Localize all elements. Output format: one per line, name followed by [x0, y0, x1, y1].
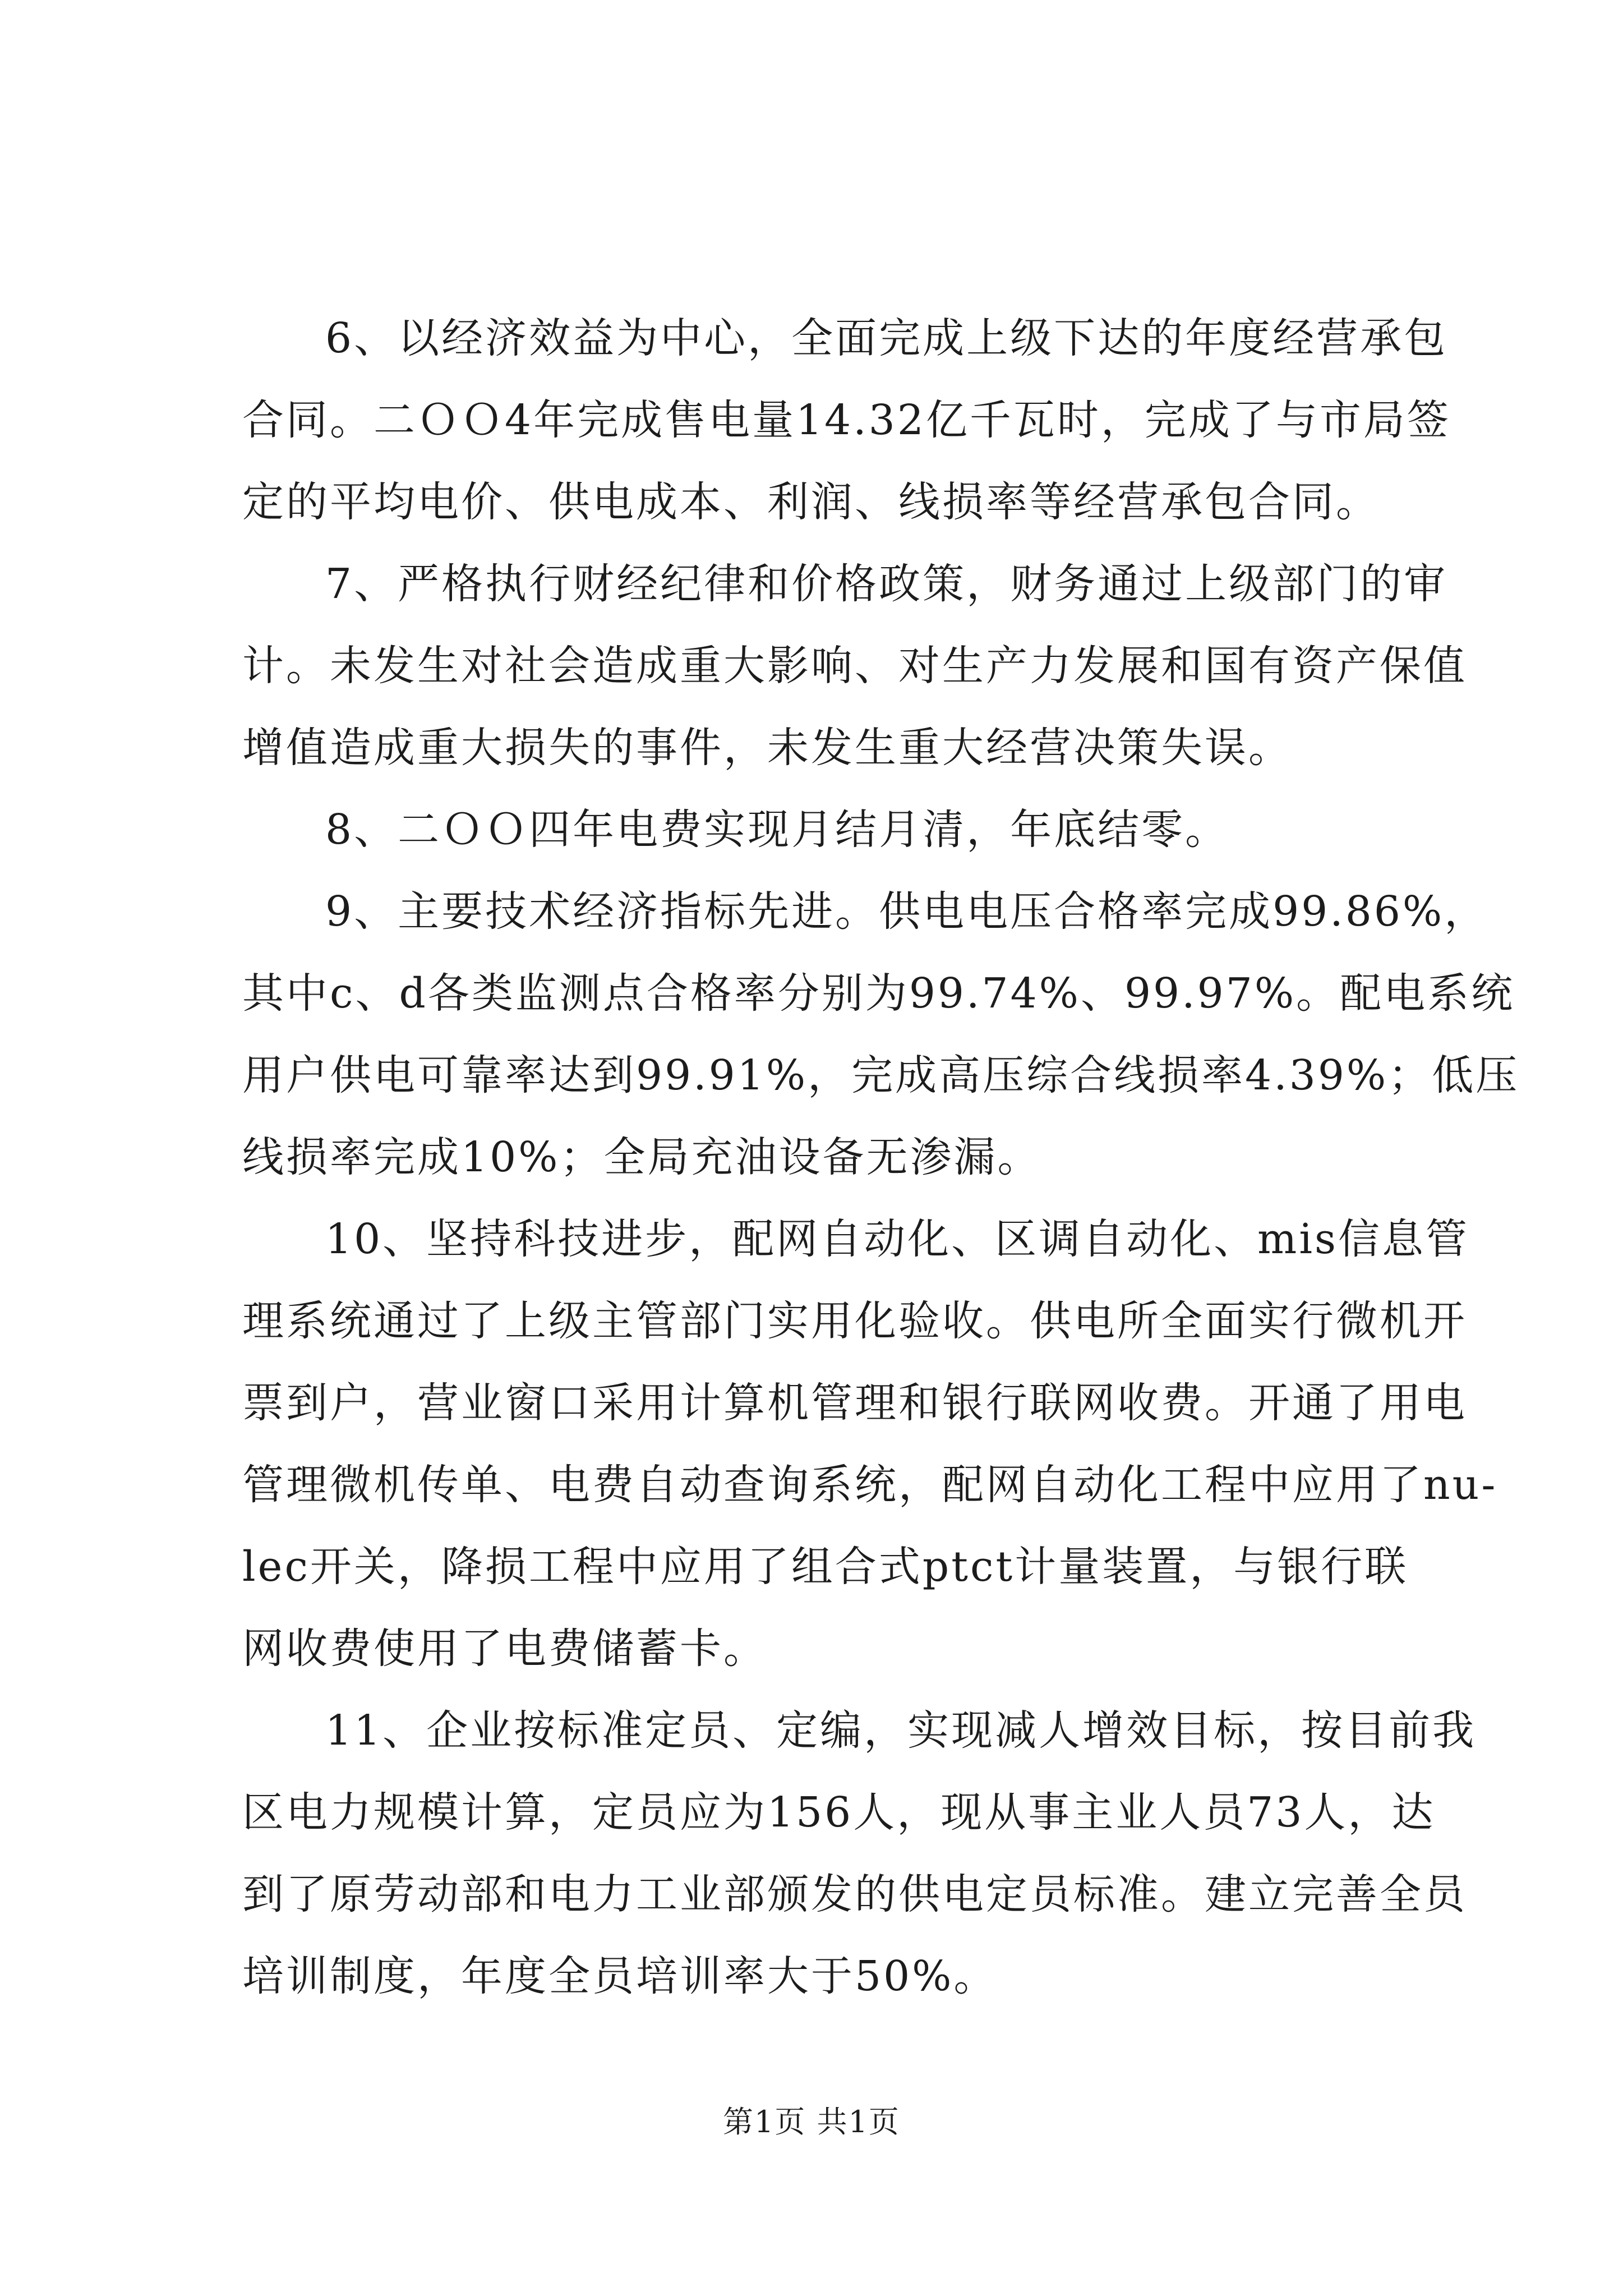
- paragraph-item-9: [242, 871, 1520, 1198]
- text-line: 区电力规模计算，定员应为156人，现从事主业人员73人，达: [242, 1788, 1436, 1837]
- text-line: 到了原劳动部和电力工业部颁发的供电定员标准。建立完善全员: [242, 1870, 1467, 1918]
- text-line: 11、企业按标准定员、定编，实现减人增效目标，按目前我: [325, 1706, 1477, 1755]
- text-line: 10、坚持科技进步，配网自动化、区调自动化、mis信息管: [325, 1215, 1469, 1263]
- text-line: 其中c、d各类监测点合格率分别为99.74%、99.97%。配电系统: [242, 969, 1515, 1018]
- text-line: 管理微机传单、电费自动查询系统，配网自动化工程中应用了nu-: [242, 1461, 1498, 1509]
- text-line: 合同。二ＯＯ4年完成售电量14.32亿千瓦时，完成了与市局签: [242, 396, 1451, 444]
- text-line: 定的平均电价、供电成本、利润、线损率等经营承包合同。: [242, 478, 1380, 526]
- text-line: 理系统通过了上级主管部门实用化验收。供电所全面实行微机开: [242, 1297, 1467, 1345]
- document-body: [242, 297, 1520, 2017]
- text-line: lec开关，降损工程中应用了组合式ptct计量装置，与银行联: [242, 1543, 1409, 1591]
- page-number-footer: 第1页 共1页: [723, 2104, 900, 2139]
- paragraph-item-7: [242, 543, 1467, 789]
- paragraph-item-11: [242, 1690, 1477, 2017]
- paragraph-item-8: [242, 789, 1414, 871]
- text-line: 8、二ＯＯ四年电费实现月结月清，年底结零。: [325, 806, 1229, 854]
- text-line: 网收费使用了电费储蓄卡。: [242, 1625, 767, 1673]
- text-line: 9、主要技术经济指标先进。供电电压合格率完成99.86%，: [325, 887, 1488, 936]
- text-line: 线损率完成10%；全局充油设备无渗漏。: [242, 1133, 1041, 1181]
- text-line: 培训制度，年度全员培训率大于50%。: [242, 1952, 998, 2000]
- paragraph-item-6: [242, 297, 1451, 543]
- text-line: 7、严格执行财经纪律和价格政策，财务通过上级部门的审: [325, 560, 1448, 608]
- text-line: 票到户，营业窗口采用计算机管理和银行联网收费。开通了用电: [242, 1379, 1467, 1427]
- text-line: 计。未发生对社会造成重大影响、对生产力发展和国有资产保值: [242, 642, 1467, 690]
- text-line: 用户供电可靠率达到99.91%，完成高压综合线损率4.39%；低压: [242, 1051, 1520, 1099]
- paragraph-item-10: [242, 1198, 1498, 1690]
- text-line: 增值造成重大损失的事件，未发生重大经营决策失误。: [242, 724, 1292, 772]
- text-line: 6、以经济效益为中心，全面完成上级下达的年度经营承包: [325, 314, 1448, 362]
